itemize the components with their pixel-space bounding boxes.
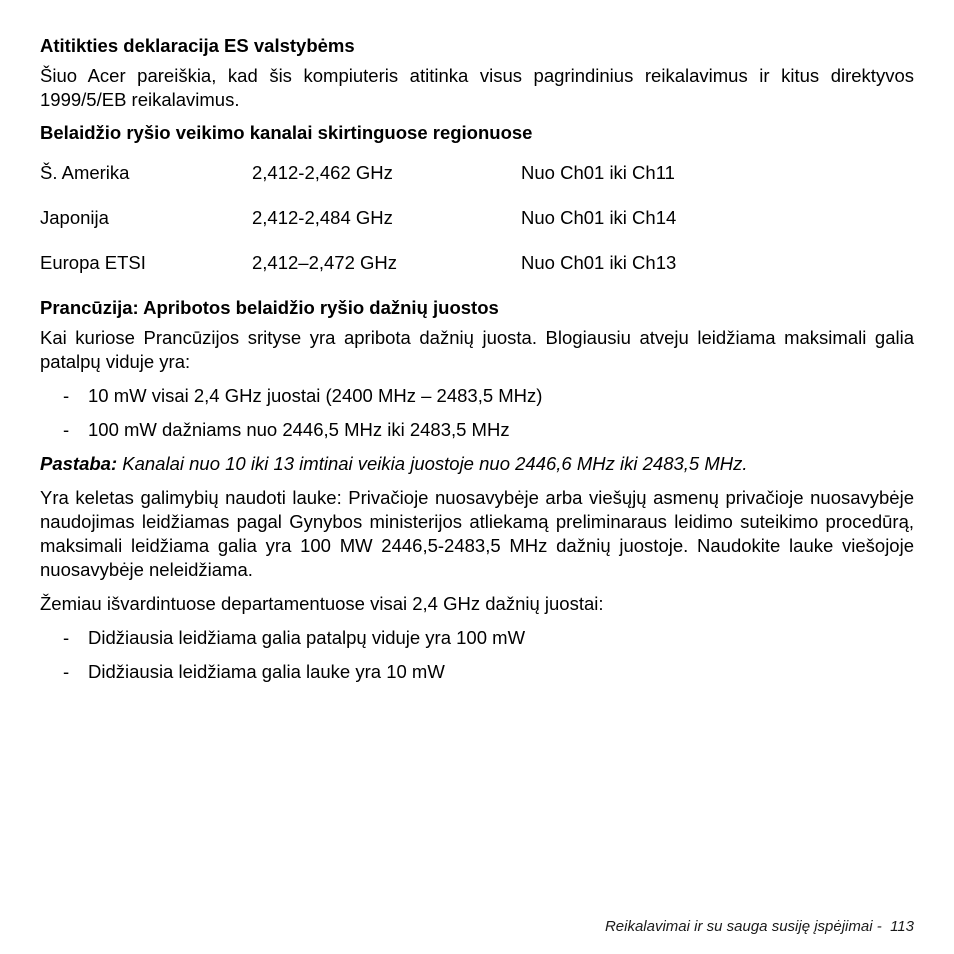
channel-range-cell: Nuo Ch01 iki Ch13 (521, 252, 677, 273)
note-label: Pastaba: (40, 453, 118, 474)
channel-range-cell: Nuo Ch01 iki Ch14 (521, 207, 677, 228)
heading-eu-declaration: Atitikties deklaracija ES valstybėms (40, 35, 355, 56)
page-number: 113 (890, 918, 914, 935)
list-item (40, 384, 914, 408)
paragraph-eu-declaration: Šiuo Acer pareiškia, kad šis kompiuteris atitinka visus pagrindinius reikalavimus ir kitus direktyvos 1999/5/EB reikalavimus. (40, 65, 914, 110)
paragraph-departments: Žemiau išvardintuose departamentuose visai 2,4 GHz dažnių juostai: (40, 593, 604, 614)
channels-table (40, 161, 676, 296)
bullet-dash: - (63, 385, 70, 406)
footer-section-title: Reikalavimai ir su sauga susiję įspėjimai - (604, 918, 882, 935)
note-paragraph (40, 452, 914, 476)
page-footer (605, 918, 914, 935)
bullet-dash: - (63, 627, 70, 648)
bullet-dash: - (63, 661, 70, 682)
region-cell: Japonija (40, 207, 109, 228)
region-cell: Europa ETSI (40, 252, 146, 273)
list-item-text: Didžiausia leidžiama galia patalpų viduje yra 100 mW (88, 627, 526, 648)
heading-wireless-channels: Belaidžio ryšio veikimo kanalai skirtinguose regionuose (40, 122, 533, 143)
list-item (40, 660, 914, 684)
band-cell: 2,412-2,462 GHz (252, 162, 393, 183)
paragraph-france: Kai kuriose Prancūzijos srityse yra apribota dažnių juosta. Blogiausiu atveju leidžiama maksimali galia patalpų viduje yra: (40, 327, 914, 372)
list-item (40, 418, 914, 442)
note-text: Kanalai nuo 10 iki 13 imtinai veikia juostoje nuo 2446,6 MHz iki 2483,5 MHz. (117, 453, 748, 474)
list-item (40, 626, 914, 650)
bullet-dash: - (63, 419, 70, 440)
list-item-text: 10 mW visai 2,4 GHz juostai (2400 MHz – 2483,5 MHz) (88, 385, 543, 406)
band-cell: 2,412-2,484 GHz (252, 207, 393, 228)
table-row (40, 251, 676, 296)
departments-bullet-list (40, 626, 914, 684)
table-row (40, 206, 676, 251)
channel-range-cell: Nuo Ch01 iki Ch11 (521, 162, 675, 183)
band-cell: 2,412–2,472 GHz (252, 252, 398, 273)
list-item-text: Didžiausia leidžiama galia lauke yra 10 mW (88, 661, 445, 682)
heading-france-restrictions: Prancūzija: Apribotos belaidžio ryšio dažnių juostos (40, 297, 499, 318)
france-bullet-list (40, 384, 914, 442)
region-cell: Š. Amerika (40, 162, 130, 183)
table-row (40, 161, 676, 206)
paragraph-outdoor-use: Yra keletas galimybių naudoti lauke: Privačioje nuosavybėje arba viešųjų asmenų privačioje nuosavybėje naudojimas leidžiamas pagal Gynybos ministerijos atliekamą preliminaraus leidimo suteikimo procedūrą, maksimali leidžiama galia yra 100 MW 2446,5-2483,5 MHz dažnių juostoje. Naudokite lauke viešojoje nuosavybėje neleidžiama. (40, 487, 914, 580)
list-item-text: 100 mW dažniams nuo 2446,5 MHz iki 2483,5 MHz (88, 419, 510, 440)
document-page (40, 34, 914, 684)
